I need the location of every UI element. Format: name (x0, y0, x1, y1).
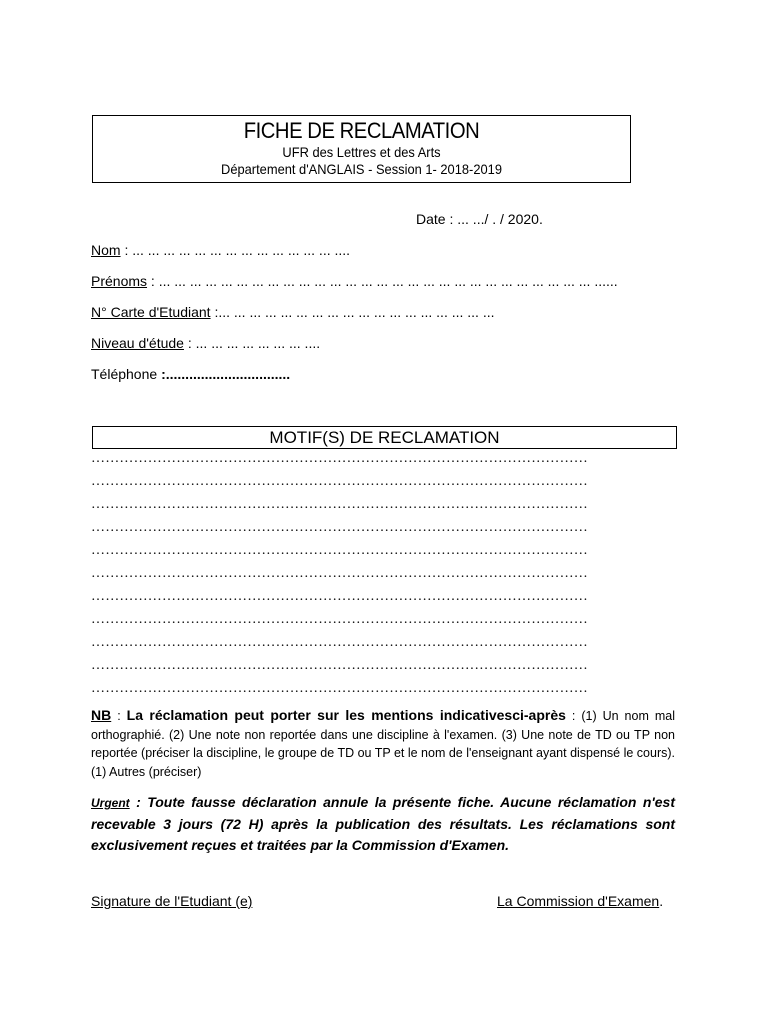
ufr-line: UFR des Lettres et des Arts (282, 144, 441, 160)
field-prenoms (91, 273, 618, 289)
commission-label: La Commission d'Examen (497, 893, 660, 909)
niveau-dots: : ... ... ... ... ... ... ... .... (183, 335, 321, 351)
prenoms-dots: : ... ... ... ... ... ... ... ... ... ... ... ... ... ... ... ... ... ... ... ... ... ... ... ... ... ... ... ... ...... (147, 273, 618, 289)
date-line: Date : ... .../ . / 2020. (416, 211, 543, 227)
motif-line: …………………………………………………………………………………………… (91, 543, 588, 558)
motif-line: …………………………………………………………………………………………… (91, 520, 588, 535)
nb-text: : (1) Un nom mal orthographié. (2) Une note non reportée dans une discipline à l'examen. (3) Une note de TD ou TP non reportée (préciser la discipline, le groupe de TD ou TP et le nom de l'enseignant ayant dispensé le cours). (1) Autres (préciser) (91, 709, 675, 779)
motif-line: …………………………………………………………………………………………… (91, 589, 588, 604)
header-box (92, 115, 631, 183)
form-title: FICHE DE RECLAMATION (243, 118, 480, 143)
urgent-label: Urgent (91, 796, 130, 810)
nb-bold-text: La réclamation peut porter sur les mentions indicativesci-après (126, 707, 566, 723)
nb-sep: : (111, 709, 127, 723)
commission-signature (497, 893, 663, 909)
field-telephone (91, 366, 290, 382)
nb-label: NB (91, 707, 112, 723)
motif-line: …………………………………………………………………………………………… (91, 658, 588, 673)
motif-line: …………………………………………………………………………………………… (91, 612, 588, 627)
telephone-dots: :................................ (161, 366, 291, 382)
student-signature-label: Signature de l'Etudiant (e) (91, 893, 253, 909)
niveau-label: Niveau d'étude (91, 335, 184, 351)
urgent-text: : Toute fausse déclaration annule la présente fiche. Aucune réclamation n'est recevable 3 jours (72 H) après la publication des résultats. Les réclamations sont exclusivement reçues et traitées par la Commission d'Examen. (91, 794, 675, 853)
nb-paragraph (91, 706, 675, 781)
motif-line: …………………………………………………………………………………………… (91, 474, 588, 489)
carte-label: N° Carte d'Etudiant (91, 304, 211, 320)
department-line: Département d'ANGLAIS - Session 1- 2018-2019 (221, 161, 502, 177)
commission-period: . (659, 893, 664, 909)
motif-title-box (92, 426, 677, 449)
field-nom (91, 242, 350, 258)
field-carte (91, 304, 495, 320)
carte-dots: :... ... ... ... ... ... ... ... ... ... ... ... ... ... ... ... ... ... (210, 304, 495, 320)
motif-line: …………………………………………………………………………………………… (91, 566, 588, 581)
motif-line: …………………………………………………………………………………………… (91, 451, 588, 466)
motif-title: MOTIF(S) DE RECLAMATION (269, 428, 500, 447)
urgent-paragraph (91, 792, 675, 856)
motif-line: …………………………………………………………………………………………… (91, 497, 588, 512)
nom-label: Nom (91, 242, 121, 258)
motif-line: …………………………………………………………………………………………… (91, 681, 588, 696)
motif-line: …………………………………………………………………………………………… (91, 635, 588, 650)
telephone-label: Téléphone (91, 366, 162, 382)
prenoms-label: Prénoms (91, 273, 148, 289)
nom-dots: : ... ... ... ... ... ... ... ... ... ... ... ... ... .... (120, 242, 351, 258)
field-niveau (91, 335, 320, 351)
